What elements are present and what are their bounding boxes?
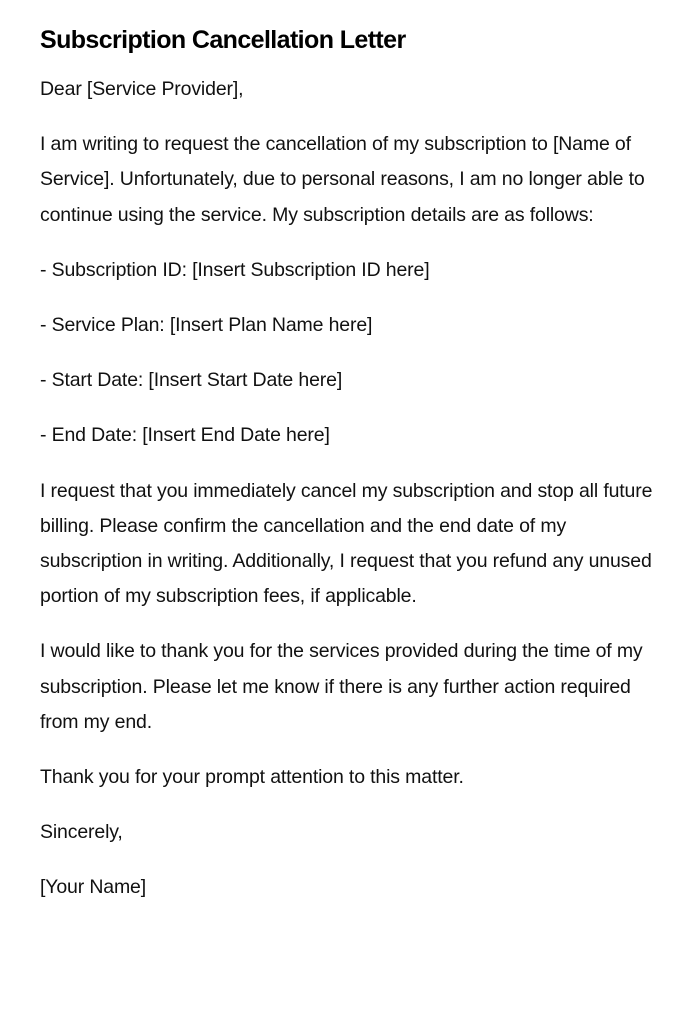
signoff: Sincerely, [40, 821, 123, 844]
signature: [Your Name] [40, 876, 147, 899]
closing-note: Thank you for your prompt attention to this matter. [40, 766, 464, 789]
detail-end-date: - End Date: [Insert End Date here] [40, 424, 330, 447]
intro-paragraph: I am writing to request the cancellation of my subscription to [Name of Service]. Unfortunately, due to personal reasons, I am no longer able to continue using the service. My subscription details are as follows: [40, 133, 645, 226]
thanks-paragraph: I would like to thank you for the services provided during the time of my subscription. Please let me know if there is any further action required from my end. [40, 640, 643, 733]
document-title: Subscription Cancellation Letter [40, 26, 406, 54]
salutation: Dear [Service Provider], [40, 78, 244, 100]
detail-subscription-id: - Subscription ID: [Insert Subscription ID here] [40, 258, 430, 281]
detail-start-date: - Start Date: [Insert Start Date here] [40, 369, 343, 392]
detail-service-plan: - Service Plan: [Insert Plan Name here] [40, 314, 373, 337]
request-paragraph: I request that you immediately cancel my subscription and stop all future billing. Please confirm the cancellation and the end date of my subscription in writing. Additionally, I request that you refund any unused portion of my subscription fees, if applicable. [40, 479, 653, 608]
